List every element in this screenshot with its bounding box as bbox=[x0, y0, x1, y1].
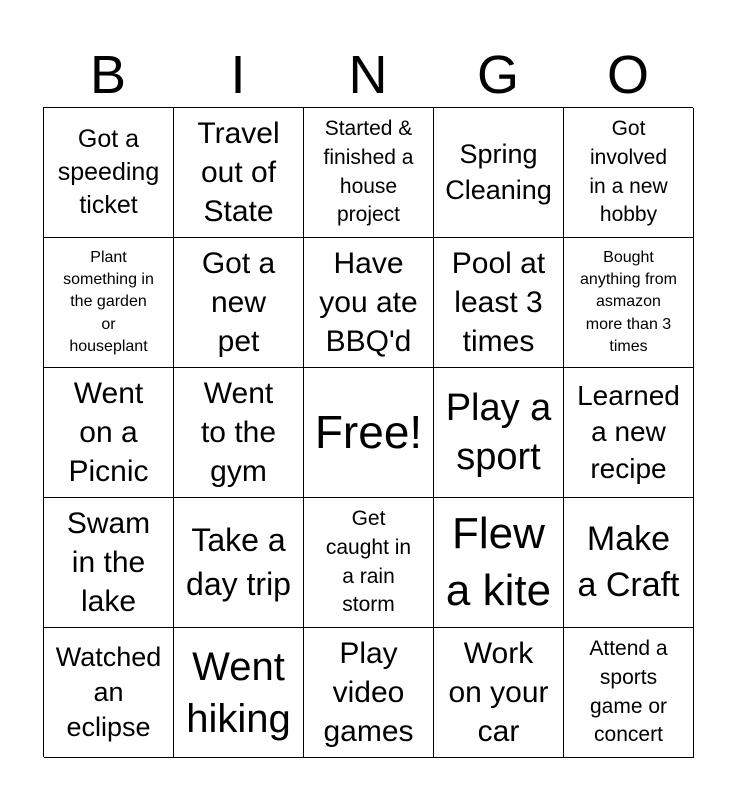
bingo-cell[interactable] bbox=[174, 238, 304, 368]
bingo-cell[interactable] bbox=[44, 108, 174, 238]
bingo-cell[interactable] bbox=[564, 498, 694, 628]
bingo-cell[interactable] bbox=[434, 238, 564, 368]
bingo-cell-text: Attend a sports game or concert bbox=[589, 636, 668, 747]
bingo-cell[interactable] bbox=[44, 368, 174, 498]
bingo-cell-text: Play video games bbox=[323, 637, 414, 748]
bingo-cell-text: Spring Cleaning bbox=[445, 138, 552, 205]
bingo-cell[interactable] bbox=[174, 628, 304, 758]
bingo-cell-text: Swam in the lake bbox=[66, 507, 151, 618]
bingo-cell-free[interactable] bbox=[304, 368, 434, 498]
bingo-cell-text: Flew a kite bbox=[445, 509, 552, 615]
bingo-cell[interactable] bbox=[304, 238, 434, 368]
bingo-cell[interactable] bbox=[174, 368, 304, 498]
bingo-header bbox=[43, 42, 693, 108]
bingo-cell[interactable] bbox=[174, 498, 304, 628]
header-letter-g: G bbox=[476, 45, 519, 105]
bingo-cell[interactable] bbox=[174, 108, 304, 238]
bingo-cell-text: Watched an eclipse bbox=[55, 641, 162, 743]
bingo-cell-text: Free! bbox=[314, 405, 423, 458]
bingo-cell[interactable] bbox=[304, 628, 434, 758]
bingo-cell[interactable] bbox=[434, 498, 564, 628]
bingo-cell[interactable] bbox=[304, 498, 434, 628]
bingo-cell[interactable] bbox=[564, 628, 694, 758]
header-letter-n: N bbox=[348, 45, 388, 105]
bingo-cell[interactable] bbox=[304, 108, 434, 238]
bingo-cell[interactable] bbox=[44, 498, 174, 628]
bingo-cell-text: Make a Craft bbox=[577, 520, 680, 604]
bingo-cell[interactable] bbox=[44, 628, 174, 758]
bingo-cell[interactable] bbox=[564, 238, 694, 368]
bingo-cell-text: Started & finished a house project bbox=[323, 116, 414, 227]
bingo-cell-text: Got involved in a new hobby bbox=[589, 116, 668, 227]
bingo-cell[interactable] bbox=[434, 108, 564, 238]
bingo-cell[interactable] bbox=[434, 628, 564, 758]
bingo-cell-text: Went hiking bbox=[186, 644, 291, 741]
bingo-grid bbox=[43, 107, 693, 757]
bingo-cell-text: Work on your car bbox=[448, 637, 549, 748]
bingo-cell[interactable] bbox=[434, 368, 564, 498]
bingo-cell-text: Learned a new recipe bbox=[577, 379, 680, 484]
bingo-cell[interactable] bbox=[564, 368, 694, 498]
header-letter-b: B bbox=[89, 45, 127, 105]
bingo-cell-text: Got a new pet bbox=[201, 247, 276, 358]
bingo-cell[interactable] bbox=[44, 238, 174, 368]
bingo-cell[interactable] bbox=[564, 108, 694, 238]
bingo-cell-text: Bought anything from asmazon more than 3 times bbox=[580, 248, 677, 356]
bingo-cell-text: Take a day trip bbox=[186, 522, 291, 602]
bingo-cell-text: Went on a Picnic bbox=[68, 377, 149, 488]
bingo-cell-text: Got a speeding ticket bbox=[57, 125, 160, 219]
bingo-cell-text: Have you ate BBQ'd bbox=[319, 247, 418, 358]
bingo-cell-text: Pool at least 3 times bbox=[451, 247, 546, 358]
bingo-cell-text: Get caught in a rain storm bbox=[325, 506, 412, 617]
bingo-cell-text: Plant something in the garden or houseplant bbox=[63, 248, 154, 356]
header-letter-i: I bbox=[230, 45, 246, 105]
header-letter-o: O bbox=[606, 45, 649, 105]
bingo-cell-text: Went to the gym bbox=[200, 377, 277, 488]
bingo-cell-text: Travel out of State bbox=[197, 117, 280, 228]
bingo-cell-text: Play a sport bbox=[445, 387, 552, 478]
